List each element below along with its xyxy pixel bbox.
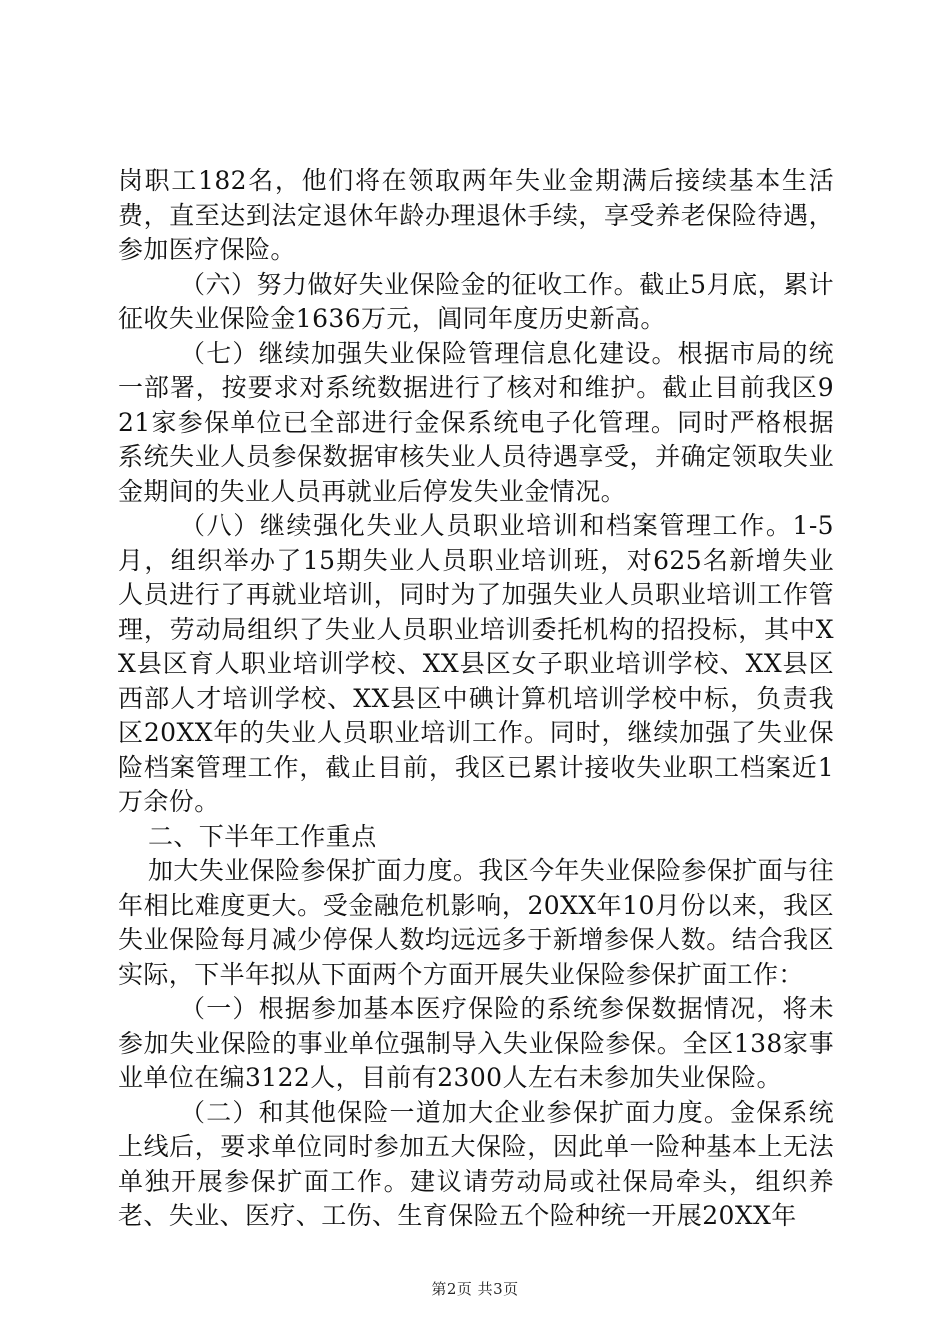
- paragraph-item-7: （七）继续加强失业保险管理信息化建设。根据市局的统一部署，按要求对系统数据进行了核对和维护。截止目前我区921家参保单位已全部进行金保系统电子化管理。同时严格根据系统失业人员参保数据审核失业人员待遇享受，并确定领取失业金期间的失业人员再就业后停发失业金情况。: [118, 338, 834, 506]
- paragraph-expand: 加大失业保险参保扩面力度。我区今年失业保险参保扩面与往年相比难度更大。受金融危机影响，20XX年10月份以来，我区失业保险每月减少停保人数均远远多于新增参保人数。结合我区实际，下半年拟从下面两个方面开展失业保险参保扩面工作：: [118, 856, 834, 989]
- page-footer: 第2页 共3页: [431, 1280, 519, 1298]
- paragraph-sub-1: （一）根据参加基本医疗保险的系统参保数据情况，将未参加失业保险的事业单位强制导入失业保险参保。全区138家事业单位在编3122人，目前有2300人左右未参加失业保险。: [118, 994, 834, 1092]
- paragraph-continuation: 岗职工182名，他们将在领取两年失业金期满后接续基本生活费，直至达到法定退休年龄办理退休手续，享受养老保险待遇，参加医疗保险。: [118, 166, 834, 264]
- section-heading: 二、下半年工作重点: [148, 821, 377, 851]
- paragraph-item-8: （八）继续强化失业人员职业培训和档案管理工作。1-5月，组织举办了15期失业人员职业培训班，对625名新增失业人员进行了再就业培训，同时为了加强失业人员职业培训工作管理，劳动局组织了失业人员职业培训委托机构的招投标，其中XX县区育人职业培训学校、XX县区女子职业培训学校、XX县区西部人才培训学校、XX县区中碘计算机培训学校中标，负责我区20XX年的失业人员职业培训工作。同时，继续加强了失业保险档案管理工作，截止目前，我区已累计接收失业职工档案近1万余份。: [118, 511, 834, 816]
- paragraph-sub-2: （二）和其他保险一道加大企业参保扩面力度。金保系统上线后，要求单位同时参加五大保险，因此单一险种基本上无法单独开展参保扩面工作。建议请劳动局或社保局牵头，组织养老、失业、医疗、工伤、生育保险五个险种统一开展20XX年: [118, 1097, 834, 1230]
- paragraph-item-6: （六）努力做好失业保险金的征收工作。截止5月底，累计征收失业保险金1636万元，阊同年度历史新高。: [118, 269, 834, 333]
- document-body: [118, 164, 834, 1234]
